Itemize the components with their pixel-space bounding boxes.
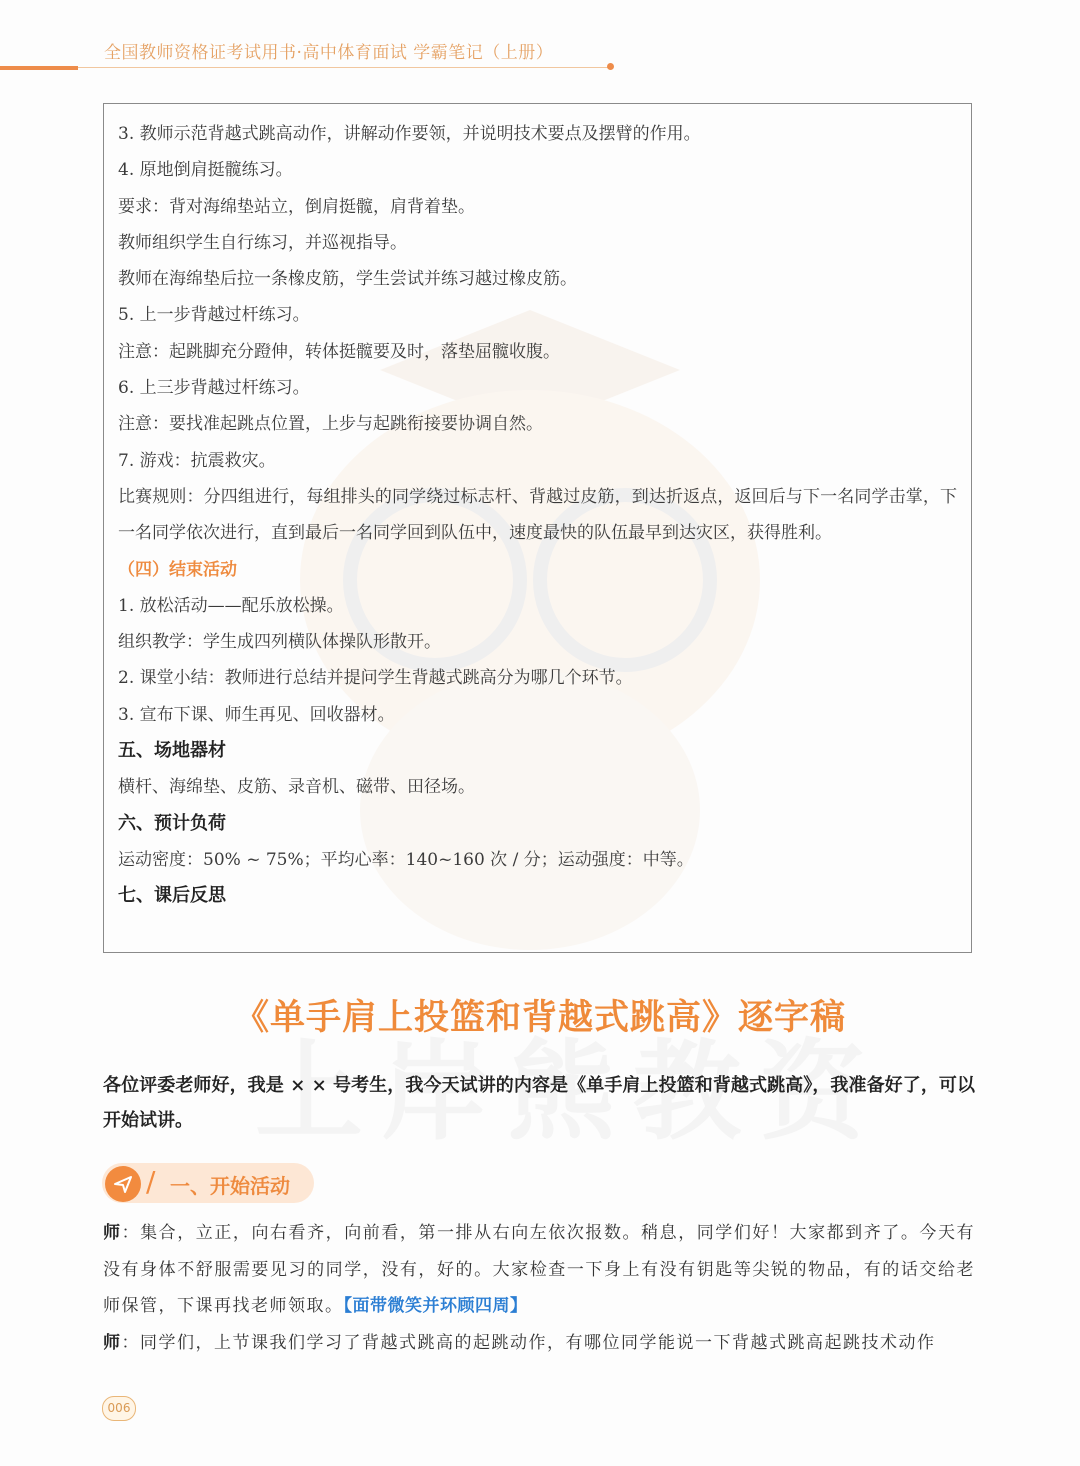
text-line: 3. 教师示范背越式跳高动作，讲解动作要领，并说明技术要点及摆臂的作用。 <box>118 124 701 144</box>
text-line: 注意：要找准起跳点位置，上步与起跳衔接要协调自然。 <box>118 414 543 435</box>
section-heading-reflection: 七、课后反思 <box>118 885 226 907</box>
text-line: 教师在海绵垫后拉一条橡皮筋，学生尝试并练习越过橡皮筋。 <box>118 269 577 290</box>
game-rule-paragraph: 比赛规则：分四组进行，每组排头的同学绕过标志杆、背越过皮筋，到达折返点，返回后与下一名同学击掌，下一名同学依次进行，直到最后一名同学回到队伍中，速度最快的队伍最早到达灾区，获得胜利。 <box>118 486 957 544</box>
header-accent-bar <box>0 66 78 70</box>
section-heading-load: 六、预计负荷 <box>118 812 226 834</box>
section-pill-start-activity <box>102 1163 314 1203</box>
equipment-text: 横杆、海绵垫、皮筋、录音机、磁带、田径场。 <box>118 777 475 798</box>
stage-direction-note: 【面带微笑并环顾四周】 <box>343 1296 528 1316</box>
paper-plane-icon <box>105 1166 141 1202</box>
running-header: 全国教师资格证考试用书·高中体育面试 学霸笔记（上册） <box>104 43 554 63</box>
text-line: 6. 上三步背越过杆练习。 <box>118 378 310 399</box>
dialogue-paragraph <box>103 1215 975 1325</box>
ending-activity-heading: （四）结束活动 <box>118 559 237 580</box>
intro-paragraph: 各位评委老师好，我是 × × 号考生，我今天试讲的内容是《单手肩上投篮和背越式跳高》，我准备好了，可以开始试讲。 <box>103 1075 975 1131</box>
lesson-plan-box <box>103 103 972 953</box>
section-label: 一、开始活动 <box>170 1174 290 1198</box>
text-line: 教师组织学生自行练习，并巡视指导。 <box>118 232 407 253</box>
text-line: 7. 游戏：抗震救灾。 <box>118 450 276 471</box>
speaker-label: 师 <box>103 1332 122 1353</box>
text-line: 要求：背对海绵垫站立，倒肩挺髋，肩背着垫。 <box>118 196 475 217</box>
text-line: 4. 原地倒肩挺髋练习。 <box>118 160 293 181</box>
text-line: 5. 上一步背越过杆练习。 <box>118 305 310 326</box>
header-rule <box>0 67 612 68</box>
text-line: 组织教学：学生成四列横队体操队形散开。 <box>118 632 441 653</box>
dialogue-text: ：集合，立正，向右看齐，向前看，第一排从右向左依次报数。稍息，同学们好！大家都到齐了。今天有没有身体不舒服需要见习的同学，没有，好的。大家检查一下身上有没有钥匙等尖锐的物品，有的话交给老师保管，下课再找老师领取。 <box>103 1223 976 1316</box>
slash-divider: / <box>146 1165 156 1198</box>
header-accent-dot <box>607 63 614 70</box>
text-line: 2. 课堂小结：教师进行总结并提问学生背越式跳高分为哪几个环节。 <box>118 668 633 689</box>
load-text: 运动密度：50% ~ 75%；平均心率：140~160 次 / 分；运动强度：中等。 <box>118 849 694 870</box>
transcript-title: 《单手肩上投篮和背越式跳高》逐字稿 <box>233 997 846 1038</box>
speaker-label: 师 <box>103 1223 122 1243</box>
dialogue-paragraph <box>103 1325 975 1362</box>
text-line: 1. 放松活动——配乐放松操。 <box>118 595 344 616</box>
section-heading-equipment: 五、场地器材 <box>118 740 226 762</box>
page-number: 006 <box>102 1396 136 1421</box>
text-line: 3. 宣布下课、师生再见、回收器材。 <box>118 704 395 725</box>
dialogue-block <box>103 1215 975 1361</box>
text-line: 注意：起跳脚充分蹬伸，转体挺髋要及时，落垫屈髋收腹。 <box>118 341 560 362</box>
dialogue-text: ：同学们，上节课我们学习了背越式跳高的起跳动作，有哪位同学能说一下背越式跳高起跳技术动作 <box>121 1332 936 1353</box>
